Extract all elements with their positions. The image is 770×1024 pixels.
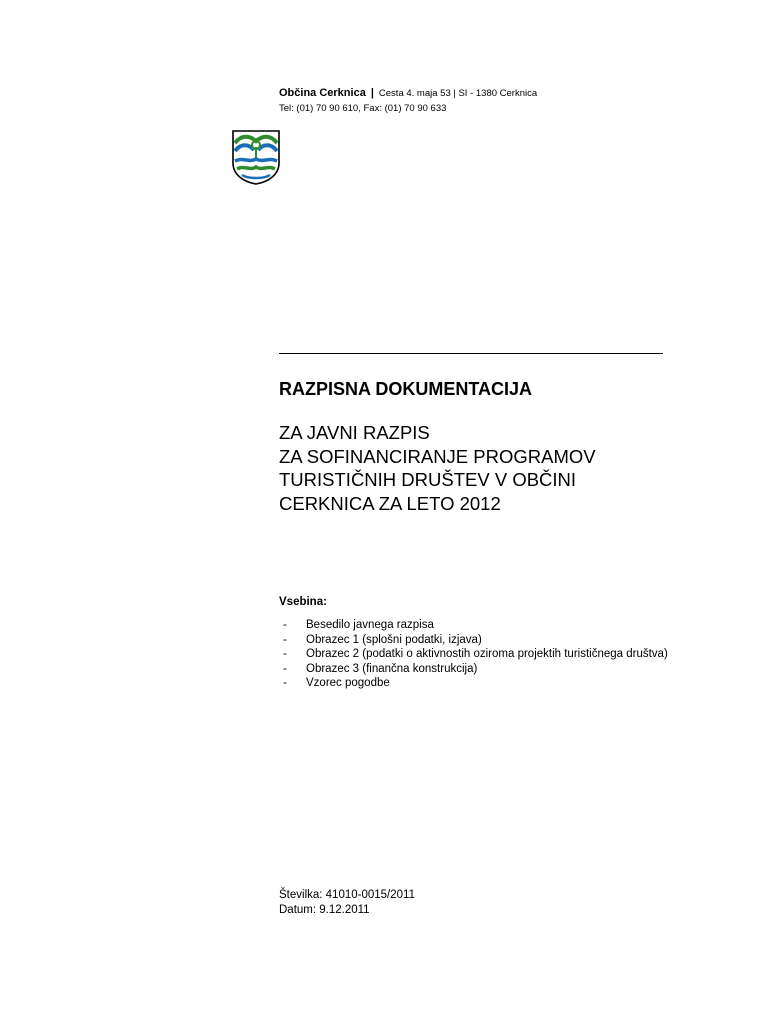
document-date: Datum: 9.12.2011 [279,903,370,916]
municipality-coat-of-arms-icon [231,129,281,185]
letterhead-line-1 [279,86,699,101]
list-item [279,647,679,662]
list-item-text: Besedilo javnega razpisa [306,619,434,631]
list-bullet: - [283,648,287,660]
list-item [279,662,679,677]
contents-heading: Vsebina: [279,596,327,608]
letterhead [279,86,699,116]
document-subtitle [279,421,699,515]
document-title: RAZPISNA DOKUMENTACIJA [279,379,533,399]
list-item-text: Obrazec 2 (podatki o aktivnostih oziroma projektih turističnega društva) [306,648,668,660]
list-item [279,676,679,691]
letterhead-separator: | [370,87,374,99]
organization-address: Cesta 4. maja 53 | SI - 1380 Cerknica [378,88,538,99]
list-item-text: Vzorec pogodbe [306,677,390,689]
list-item [279,618,679,633]
list-item-text: Obrazec 1 (splošni podatki, izjava) [306,633,482,646]
document-number: Številka: 41010-0015/2011 [279,889,415,901]
subtitle-line: TURISTIČNIH DRUŠTEV V OBČINI [279,469,577,490]
list-bullet: - [283,677,287,689]
list-item-text: Obrazec 3 (finančna konstrukcija) [306,662,478,675]
subtitle-line: ZA JAVNI RAZPIS [279,422,430,443]
document-reference [279,888,415,917]
organization-name: Občina Cerknica [279,87,366,99]
contents-list [279,618,679,691]
list-bullet: - [283,633,287,646]
list-bullet: - [283,619,287,631]
subtitle-line: ZA SOFINANCIRANJE PROGRAMOV [279,445,596,467]
subtitle-line: CERKNICA ZA LETO 2012 [279,492,501,514]
list-item [279,633,679,648]
list-bullet: - [283,662,287,675]
title-divider [279,353,663,354]
organization-contact: Tel: (01) 70 90 610, Fax: (01) 70 90 633 [279,103,447,114]
